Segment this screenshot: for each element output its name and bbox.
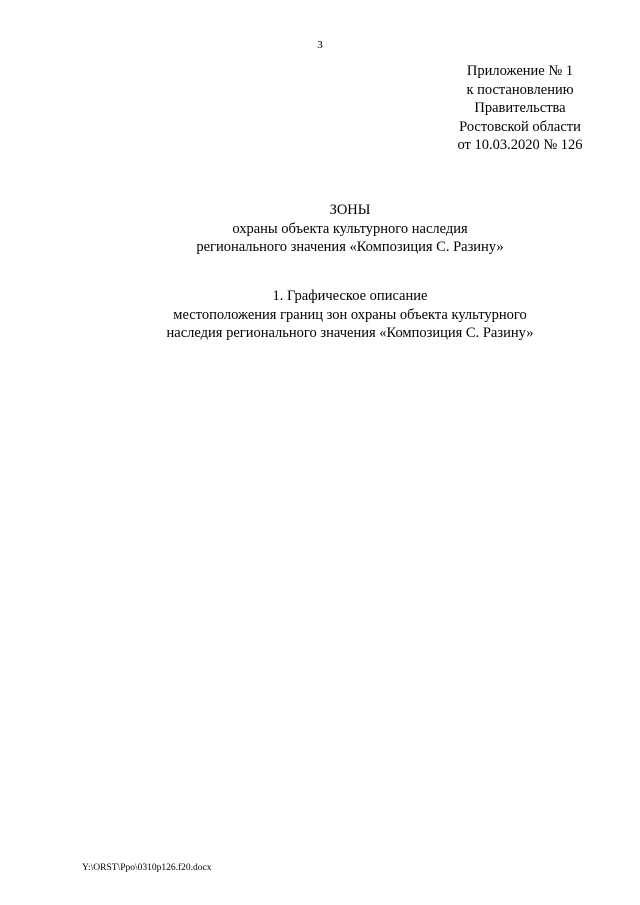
appendix-line: Правительства: [474, 100, 566, 117]
title-heading: ЗОНЫ: [329, 202, 371, 218]
footer-file-path: Y:\ORST\Ppo\0310p126.f20.docx: [82, 863, 212, 873]
title-line: охраны объекта культурного наследия: [232, 220, 468, 237]
section-line: местоположения границ зон охраны объекта культурного: [173, 306, 527, 323]
appendix-line: Ростовской области: [459, 118, 581, 135]
appendix-line: Приложение № 1: [466, 63, 574, 79]
appendix-line: к постановлению: [466, 81, 574, 98]
appendix-line: от 10.03.2020 № 126: [457, 137, 583, 154]
appendix-block: [440, 62, 600, 155]
section-line: 1. Графическое описание: [272, 288, 428, 304]
document-title: [100, 201, 600, 257]
section-line: наследия регионального значения «Композиция С. Разину»: [166, 325, 534, 342]
title-line: регионального значения «Композиция С. Разину»: [196, 239, 504, 256]
page-number: 3: [317, 39, 323, 51]
section-heading: [100, 287, 600, 343]
